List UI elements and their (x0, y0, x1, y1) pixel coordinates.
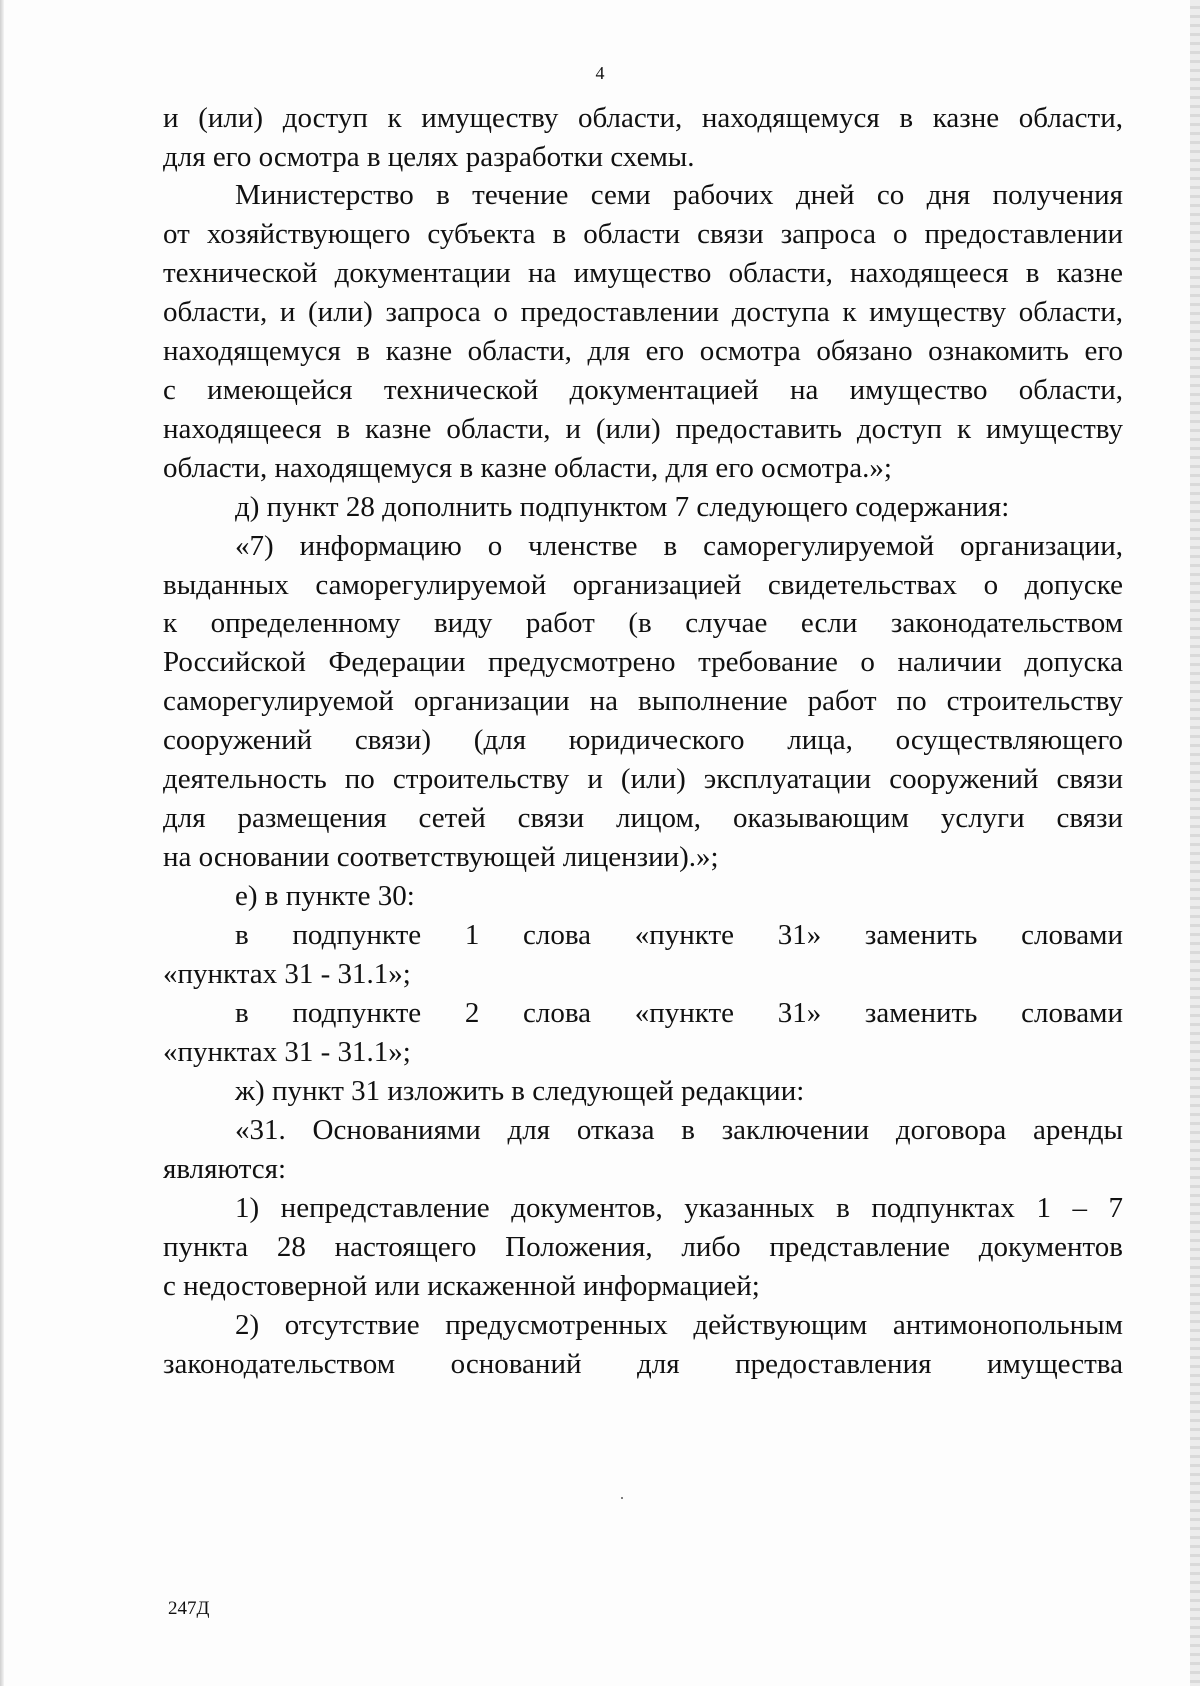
text-line: находящееся в казне области, и (или) предоставить доступ к имуществу (163, 413, 1123, 445)
text-line: области, находящемуся в казне области, для его осмотра.»; (163, 452, 892, 484)
paragraph-start-line: ж) пункт 31 изложить в следующей редакции: (235, 1075, 805, 1107)
text-line: на основании соответствующей лицензии).»; (163, 841, 719, 873)
text-line: пункта 28 настоящего Положения, либо представление документов (163, 1231, 1123, 1263)
text-line: Российской Федерации предусмотрено требование о наличии допуска (163, 646, 1123, 678)
paragraph-start-line: «31. Основаниями для отказа в заключении договора аренды (235, 1114, 1123, 1146)
text-line: «пунктах 31 - 31.1»; (163, 1036, 411, 1068)
paragraph-start-line: 2) отсутствие предусмотренных действующим антимонопольным (235, 1309, 1123, 1341)
document-code: 247Д (168, 1598, 210, 1619)
paragraph-start-line: д) пункт 28 дополнить подпунктом 7 следующего содержания: (235, 491, 1010, 523)
text-line: для размещения сетей связи лицом, оказывающим услуги связи (163, 802, 1123, 834)
text-line: саморегулируемой организации на выполнение работ по строительству (163, 685, 1123, 717)
paragraph-start-line: в подпункте 1 слова «пункте 31» заменить словами (235, 919, 1123, 951)
text-line: с недостоверной или искаженной информацией; (163, 1270, 760, 1302)
text-line: с имеющейся технической документацией на имущество области, (163, 374, 1123, 406)
text-line: области, и (или) запроса о предоставлении доступа к имуществу области, (163, 296, 1123, 328)
paragraph-start-line: «7) информацию о членстве в саморегулируемой организации, (235, 530, 1123, 562)
paragraph-start-line: е) в пункте 30: (235, 880, 415, 912)
scan-edge-right (1190, 0, 1200, 1686)
text-line: законодательством оснований для предоставления имущества (163, 1348, 1123, 1380)
text-line: и (или) доступ к имуществу области, находящемуся в казне области, (163, 102, 1123, 134)
text-line: от хозяйствующего субъекта в области связи запроса о предоставлении (163, 218, 1123, 250)
text-line: сооружений связи) (для юридического лица, осуществляющего (163, 724, 1123, 756)
page-number: 4 (595, 63, 605, 83)
paragraph-start-line: 1) непредставление документов, указанных в подпунктах 1 – 7 (235, 1192, 1123, 1224)
text-line: выданных саморегулируемой организацией свидетельствах о допуске (163, 569, 1123, 601)
paragraph-start-line: Министерство в течение семи рабочих дней со дня получения (235, 179, 1123, 211)
text-line: для его осмотра в целях разработки схемы. (163, 141, 695, 173)
text-line: находящемуся в казне области, для его осмотра обязано ознакомить его (163, 335, 1123, 367)
text-line: к определенному виду работ (в случае если законодательством (163, 607, 1123, 639)
scan-speck (621, 1497, 623, 1499)
scan-edge-left (0, 0, 4, 1686)
text-line: деятельность по строительству и (или) эксплуатации сооружений связи (163, 763, 1123, 795)
text-line: являются: (163, 1153, 287, 1185)
paragraph-start-line: в подпункте 2 слова «пункте 31» заменить словами (235, 997, 1123, 1029)
text-line: технической документации на имущество области, находящееся в казне (163, 257, 1123, 289)
text-line: «пунктах 31 - 31.1»; (163, 958, 411, 990)
